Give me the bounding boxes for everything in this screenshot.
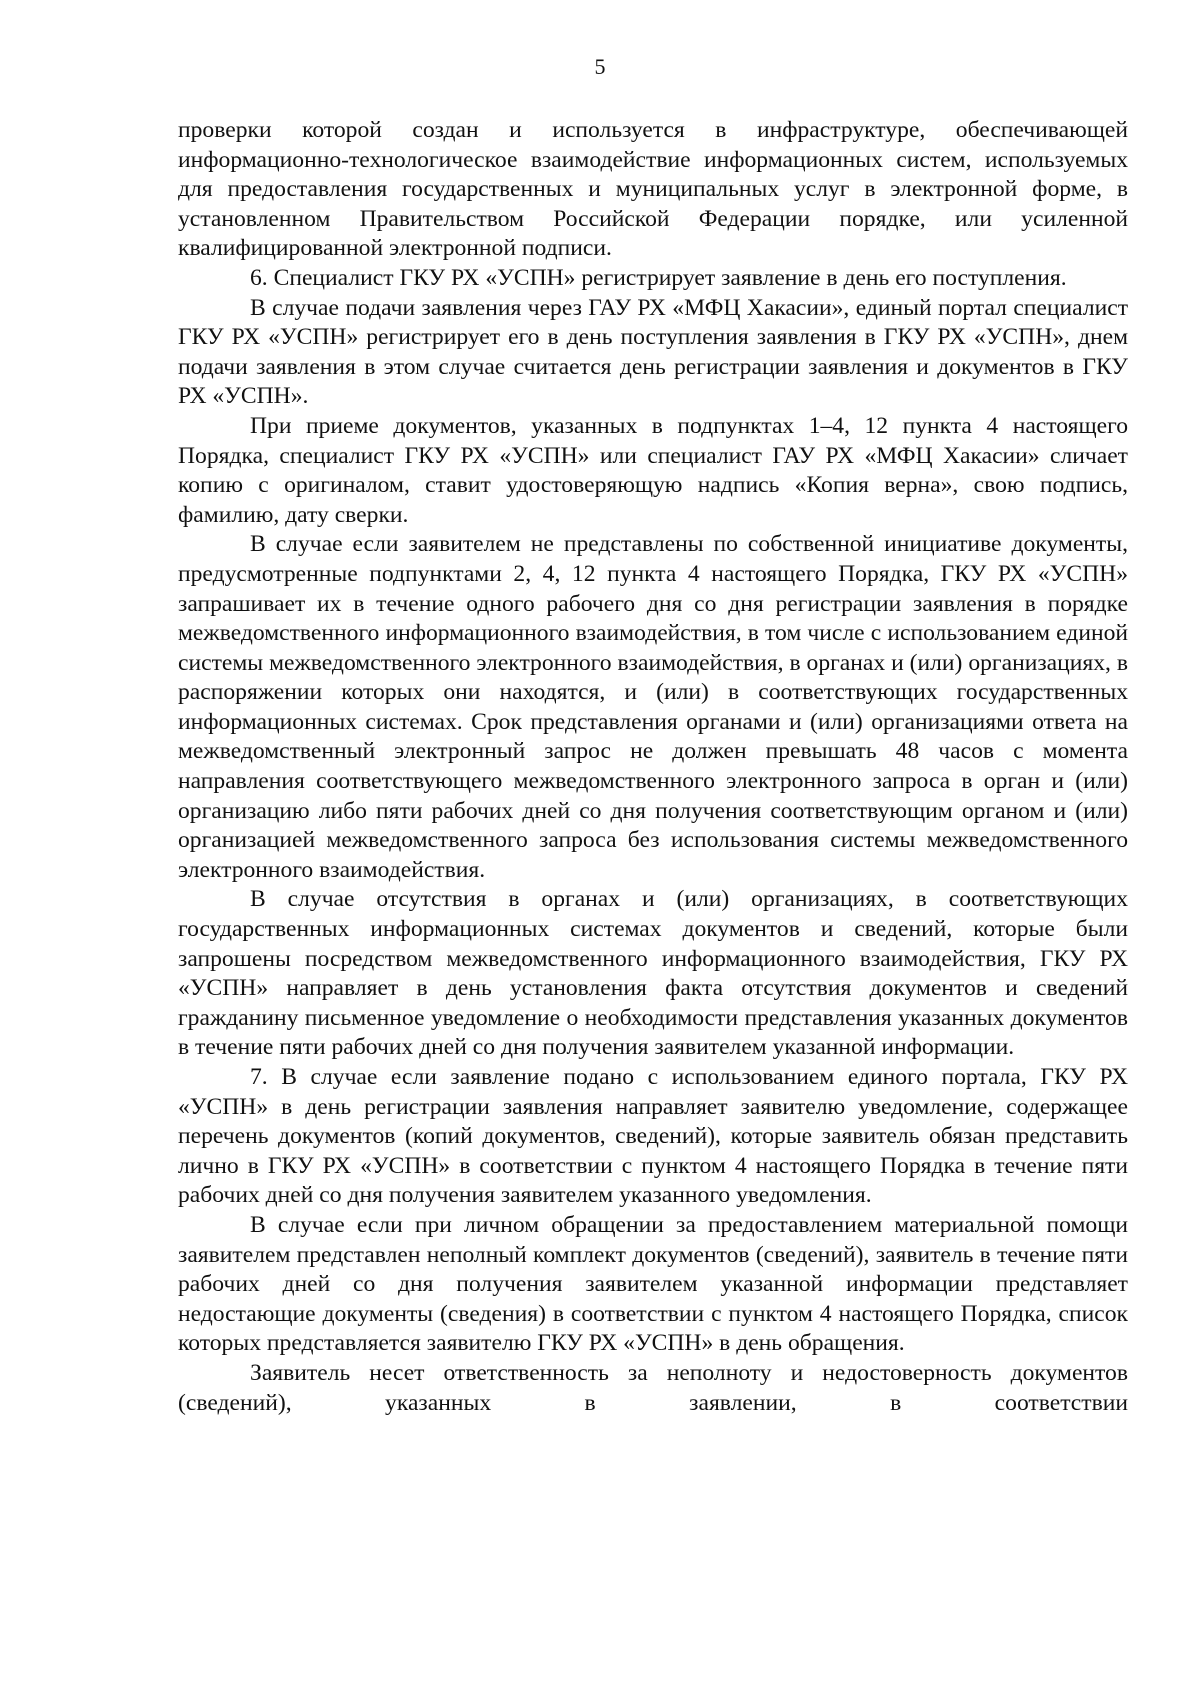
paragraph-continuation: проверки которой создан и используется в инфраструктуре, обеспечивающей информационно-технологическое взаимодействие информационных систем, используемых для предоставления государственных и муниципальных услуг в электронной форме, в установленном Правительством Российской Федерации порядке, или усиленной квалифицированной электронной подписи. (178, 117, 1128, 262)
paragraph-continued: Заявитель несет ответственность за неполноту и недостоверность документов (сведений), указанных в заявлении, в соответствии (178, 1359, 1128, 1416)
paragraph-item-7: 7. В случае если заявление подано с использованием единого портала, ГКУ РХ «УСПН» в день регистрации заявления направляет заявителю уведомление, содержащее перечень документов (копий документов, сведений), которые заявитель обязан представить лично в ГКУ РХ «УСПН» в соответствии с пунктом 4 настоящего Порядка в течение пяти рабочих дней со дня получения заявителем указанного уведомления. (178, 1064, 1128, 1209)
paragraph: В случае если заявителем не представлены по собственной инициативе документы, предусмотренные подпунктами 2, 4, 12 пункта 4 настоящего Порядка, ГКУ РХ «УСПН» запрашивает их в течение одного рабочего дня со дня регистрации заявления в порядке межведомственного информационного взаимодействия, в том числе с использованием единой системы межведомственного электронного взаимодействия, в органах и (или) организациях, в распоряжении которых они находятся, и (или) в соответствующих государственных информационных системах. Срок представления органами и (или) организациями ответа на межведомственный электронный запрос не должен превышать 48 часов с момента направления соответствующего межведомственного электронного запроса в орган и (или) организацию либо пяти рабочих дней со дня получения соответствующим органом и (или) организацией межведомственного запроса без использования системы межведомственного электронного взаимодействия. (178, 531, 1128, 883)
page-number: 5 (594, 54, 606, 79)
paragraph: В случае подачи заявления через ГАУ РХ «МФЦ Хакасии», единый портал специалист ГКУ РХ «УСПН» регистрирует его в день поступления заявления в ГКУ РХ «УСПН», днем подачи заявления в этом случае считается день регистрации заявления и документов в ГКУ РХ «УСПН». (178, 294, 1128, 410)
paragraph: В случае отсутствия в органах и (или) организациях, в соответствующих государственных информационных системах документов и сведений, которые были запрошены посредством межведомственного информационного взаимодействия, ГКУ РХ «УСПН» направляет в день установления факта отсутствия документов и сведений гражданину письменное уведомление о необходимости представления указанных документов в течение пяти рабочих дней со дня получения заявителем указанной информации. (178, 886, 1128, 1061)
paragraph-item-6: 6. Специалист ГКУ РХ «УСПН» регистрирует заявление в день его поступления. (250, 264, 1067, 291)
document-body (178, 116, 1128, 1418)
paragraph: При приеме документов, указанных в подпунктах 1–4, 12 пункта 4 настоящего Порядка, специалист ГКУ РХ «УСПН» или специалист ГАУ РХ «МФЦ Хакасии» сличает копию с оригиналом, ставит удостоверяющую надпись «Копия верна», свою подпись, фамилию, дату сверки. (178, 412, 1128, 528)
paragraph: В случае если при личном обращении за предоставлением материальной помощи заявителем представлен неполный комплект документов (сведений), заявитель в течение пяти рабочих дней со дня получения заявителем указанной информации представляет недостающие документы (сведения) в соответствии с пунктом 4 настоящего Порядка, список которых представляется заявителю ГКУ РХ «УСПН» в день обращения. (178, 1211, 1128, 1357)
